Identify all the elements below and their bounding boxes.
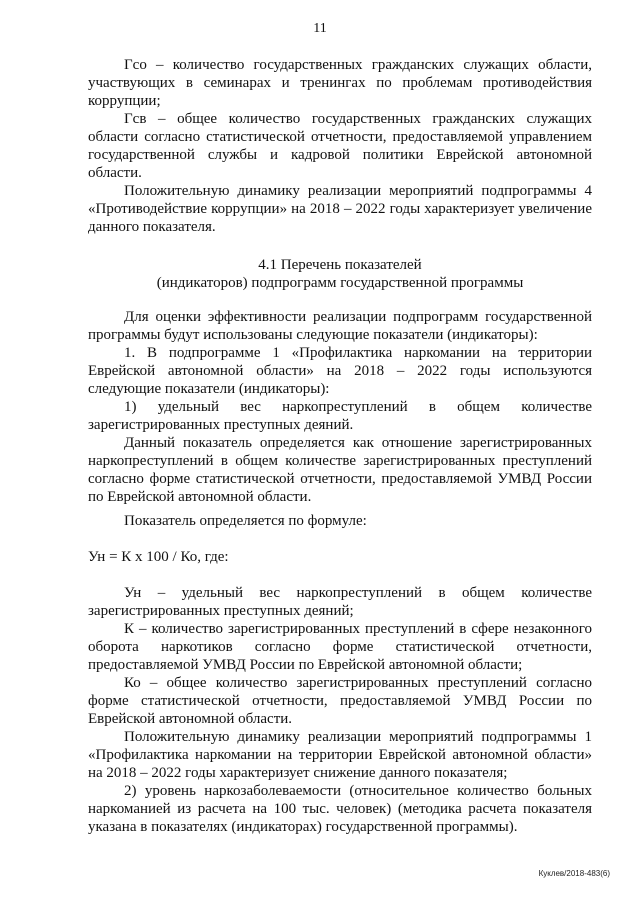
paragraph-indicator-1: 1) удельный вес наркопреступлений в общем количестве зарегистрированных преступных деяний. bbox=[88, 399, 592, 433]
paragraph-ko-definition: Ко – общее количество зарегистрированных преступлений согласно форме статистической отчетности, предоставляемой УМВД России по Еврейской автономной области. bbox=[88, 675, 592, 727]
formula: Ун = К х 100 / Ко, где: bbox=[88, 549, 229, 565]
paragraph-k-definition: К – количество зарегистрированных преступлений в сфере незаконного оборота наркотиков согласно форме статистической отчетности, предоставляемой УМВД России по Еврейской автономной области; bbox=[88, 621, 592, 673]
document-body bbox=[88, 56, 592, 836]
section-heading-line1: 4.1 Перечень показателей bbox=[258, 257, 422, 273]
page-number: 11 bbox=[313, 21, 327, 36]
paragraph-formula-intro: Показатель определяется по формуле: bbox=[124, 513, 367, 529]
paragraph-un-definition: Ун – удельный вес наркопреступлений в общем количестве зарегистрированных преступных деяний; bbox=[88, 585, 592, 619]
section-heading bbox=[88, 256, 592, 292]
paragraph-subprogram1: 1. В подпрограмме 1 «Профилактика наркомании на территории Еврейской автономной области» на 2018 – 2022 годы используются следующие показатели (индикаторы): bbox=[88, 345, 592, 397]
paragraph-indicator-1-definition: Данный показатель определяется как отношение зарегистрированных наркопреступлений в общем количестве зарегистрированных преступлений согласно форме статистической отчетности, предоставляемой УМВД России по Еврейской автономной области. bbox=[88, 435, 592, 505]
paragraph-gsv-definition: Гсв – общее количество государственных гражданских служащих области согласно статистической отчетности, предоставляемой управлением государственной службы и кадровой политики Еврейской автономной области. bbox=[88, 111, 592, 181]
paragraph-gso-definition: Гсо – количество государственных гражданских служащих области, участвующих в семинарах и тренингах по проблемам противодействия коррупции; bbox=[88, 57, 592, 109]
footer-doc-code: Куклев/2018-483(6) bbox=[538, 869, 610, 878]
paragraph-subprogram1-dynamics: Положительную динамику реализации мероприятий подпрограммы 1 «Профилактика наркомании на территории Еврейской автономной области» на 2018 – 2022 годы характеризует снижение данного показателя; bbox=[88, 729, 592, 781]
paragraph-subprogram4-dynamics: Положительную динамику реализации мероприятий подпрограммы 4 «Противодействие коррупции» на 2018 – 2022 годы характеризует увеличение данного показателя. bbox=[88, 183, 592, 235]
paragraph-indicator-2: 2) уровень наркозаболеваемости (относительное количество больных наркоманией из расчета на 100 тыс. человек) (методика расчета показателя указана в показателях (индикаторах) государственной программы). bbox=[88, 783, 592, 835]
section-heading-line2: (индикаторов) подпрограмм государственной программы bbox=[156, 275, 524, 291]
paragraph-intro: Для оценки эффективности реализации подпрограмм государственной программы будут использованы следующие показатели (индикаторы): bbox=[88, 309, 592, 343]
